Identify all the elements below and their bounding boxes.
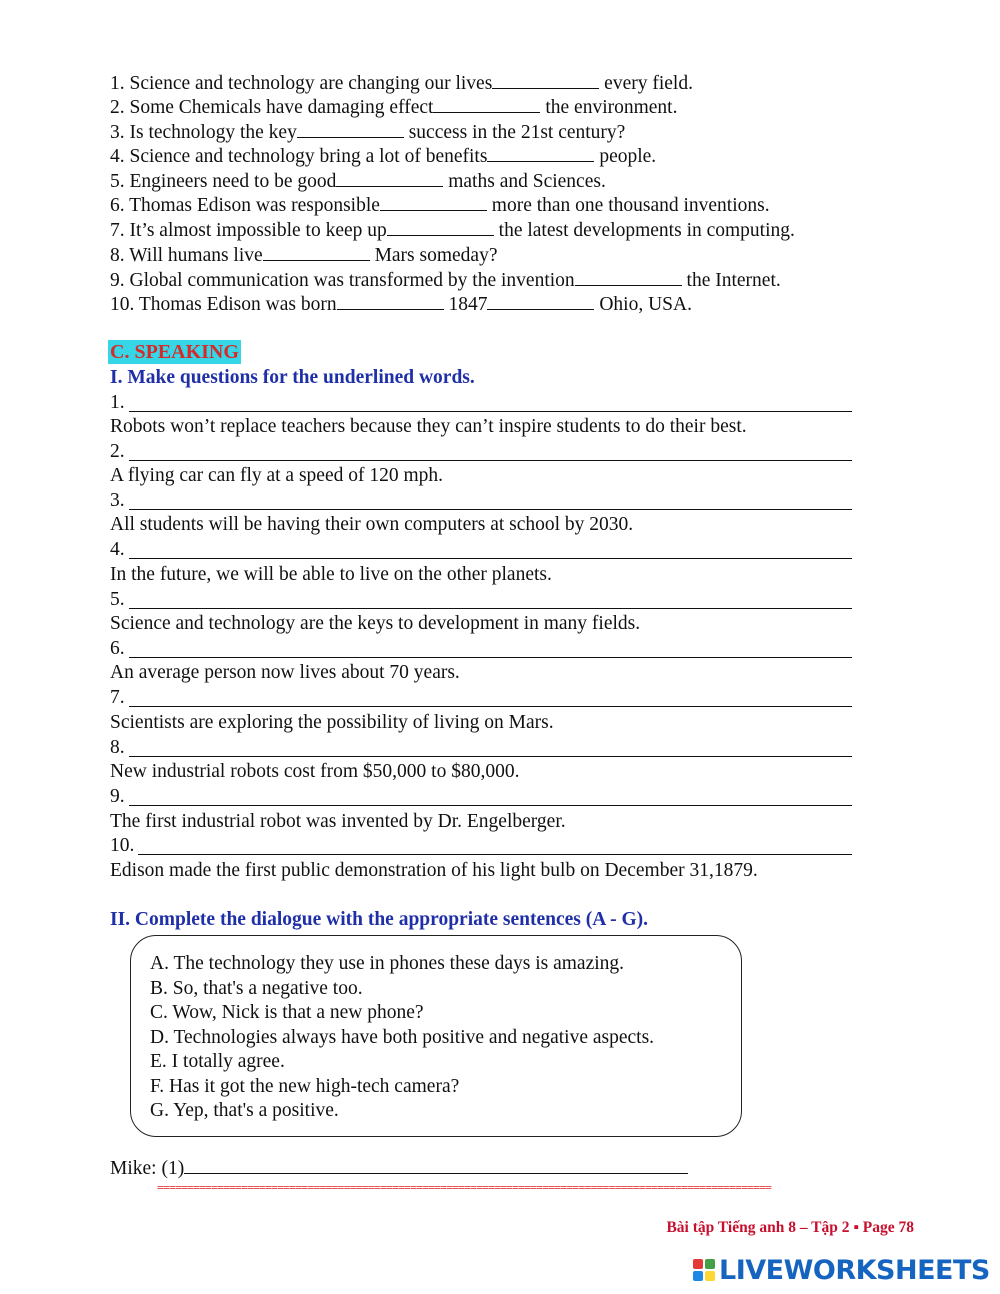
sentence-text: 1. Science and technology are changing our lives (110, 73, 493, 94)
question-number: 1. (110, 392, 125, 413)
fill-sentence-9 (110, 267, 781, 293)
sentence-text: 4. Science and technology bring a lot of benefits (110, 146, 488, 167)
sentence-text: success in the 21st century? (403, 122, 626, 143)
question-line-5 (110, 588, 852, 612)
answer-blank[interactable] (387, 217, 494, 236)
fill-sentence-5 (110, 168, 606, 194)
answer-blank[interactable] (433, 94, 540, 113)
footer-separator: ====================================================================================================== (157, 1182, 772, 1194)
sentence-text: the environment. (540, 97, 678, 118)
page-number: Page 78 (862, 1219, 914, 1236)
question-number: 2. (110, 441, 125, 462)
question-line-2 (110, 440, 852, 464)
answer-blank[interactable] (487, 143, 594, 162)
answer-sentence-10: Edison made the first public demonstration of his light bulb on December 31,1879. (110, 860, 758, 881)
brand-name: LIVEWORKSHEETS (719, 1254, 990, 1286)
fill-sentence-6 (110, 192, 770, 218)
fill-sentence-1 (110, 70, 693, 96)
sentence-text: every field. (599, 73, 693, 94)
sentence-text: Ohio, USA. (594, 294, 692, 315)
option-d: D. Technologies always have both positive and negative aspects. (150, 1027, 655, 1048)
option-e: E. I totally agree. (150, 1051, 285, 1072)
bullet-icon: ▪ (849, 1219, 863, 1236)
sentence-text: 9. Global communication was transformed by the invention (110, 270, 575, 291)
answer-sentence-4: In the future, we will be able to live on the other planets. (110, 564, 552, 585)
question-answer-blank[interactable] (129, 491, 852, 510)
question-number: 6. (110, 638, 125, 659)
logo-square (693, 1271, 703, 1281)
answer-sentence-5: Science and technology are the keys to development in many fields. (110, 613, 641, 634)
sentence-text: 10. Thomas Edison was born (110, 294, 337, 315)
answer-blank[interactable] (487, 291, 594, 310)
question-number: 9. (110, 786, 125, 807)
question-answer-blank[interactable] (129, 442, 852, 461)
sentence-text: 2. Some Chemicals have damaging effect (110, 97, 434, 118)
section-title: C. SPEAKING (110, 341, 239, 363)
part2-heading: II. Complete the dialogue with the appropriate sentences (A - G). (110, 909, 649, 930)
answer-sentence-7: Scientists are exploring the possibility of living on Mars. (110, 712, 554, 733)
sentence-text: more than one thousand inventions. (486, 195, 770, 216)
question-answer-blank[interactable] (129, 639, 852, 658)
question-line-9 (110, 785, 852, 809)
sentence-text: the Internet. (681, 270, 781, 291)
logo-squares-icon (693, 1259, 715, 1281)
answer-sentence-9: The first industrial robot was invented by Dr. Engelberger. (110, 811, 566, 832)
question-line-10 (110, 834, 852, 858)
option-g: G. Yep, that's a positive. (150, 1100, 339, 1121)
answer-blank[interactable] (380, 192, 487, 211)
question-line-6 (110, 637, 852, 661)
question-number: 10. (110, 835, 135, 856)
answer-blank[interactable] (575, 267, 682, 286)
sentence-text: people. (594, 146, 657, 167)
dialogue-line-1 (110, 1155, 688, 1181)
question-line-4 (110, 538, 852, 562)
question-number: 8. (110, 737, 125, 758)
sentence-text: 3. Is technology the key (110, 122, 297, 143)
answer-sentence-8: New industrial robots cost from $50,000 to $80,000. (110, 761, 520, 782)
sentence-text: maths and Sciences. (443, 171, 606, 192)
question-answer-blank[interactable] (129, 393, 852, 412)
option-c: C. Wow, Nick is that a new phone? (150, 1002, 424, 1023)
fill-sentence-10 (110, 291, 692, 317)
question-number: 3. (110, 490, 125, 511)
question-line-1 (110, 391, 852, 415)
book-title: Bài tập Tiếng anh 8 – Tập 2 (666, 1219, 850, 1236)
page-footer (666, 1219, 914, 1237)
answer-sentence-1: Robots won’t replace teachers because they can’t inspire students to do their best. (110, 416, 747, 437)
answer-sentence-2: A flying car can fly at a speed of 120 mph. (110, 465, 444, 486)
dialogue-answer-blank[interactable] (184, 1155, 688, 1174)
logo-square (705, 1259, 715, 1269)
question-answer-blank[interactable] (138, 836, 852, 855)
option-a: A. The technology they use in phones these days is amazing. (150, 953, 625, 974)
sentence-text: 5. Engineers need to be good (110, 171, 337, 192)
sentence-text: 6. Thomas Edison was responsible (110, 195, 380, 216)
sentence-text: 7. It’s almost impossible to keep up (110, 220, 387, 241)
answer-blank[interactable] (336, 168, 443, 187)
fill-sentence-4 (110, 143, 656, 169)
answer-sentence-3: All students will be having their own computers at school by 2030. (110, 514, 634, 535)
option-f: F. Has it got the new high-tech camera? (150, 1076, 460, 1097)
answer-blank[interactable] (337, 291, 444, 310)
question-number: 5. (110, 589, 125, 610)
fill-sentence-3 (110, 119, 625, 145)
dialogue-speaker: Mike: (1) (110, 1158, 185, 1179)
question-line-7 (110, 686, 852, 710)
logo-square (705, 1271, 715, 1281)
question-number: 7. (110, 687, 125, 708)
part1-heading: I. Make questions for the underlined words. (110, 367, 475, 388)
sentence-text: Mars someday? (369, 245, 498, 266)
fill-sentence-8 (110, 242, 498, 268)
fill-sentence-7 (110, 217, 795, 243)
question-answer-blank[interactable] (129, 590, 852, 609)
question-answer-blank[interactable] (129, 688, 852, 707)
answer-blank[interactable] (492, 70, 599, 89)
answer-sentence-6: An average person now lives about 70 years. (110, 662, 460, 683)
fill-sentence-2 (110, 94, 677, 120)
sentence-text: 8. Will humans live (110, 245, 263, 266)
question-answer-blank[interactable] (129, 787, 852, 806)
liveworksheets-logo[interactable] (693, 1254, 990, 1286)
logo-square (693, 1259, 703, 1269)
answer-blank[interactable] (297, 119, 404, 138)
sentence-text: the latest developments in computing. (493, 220, 795, 241)
question-number: 4. (110, 539, 125, 560)
answer-blank[interactable] (263, 242, 370, 261)
sentence-text: 1847 (443, 294, 488, 315)
question-answer-blank[interactable] (129, 540, 852, 559)
question-line-8 (110, 736, 852, 760)
question-answer-blank[interactable] (129, 738, 852, 757)
question-line-3 (110, 489, 852, 513)
option-b: B. So, that's a negative too. (150, 978, 363, 999)
